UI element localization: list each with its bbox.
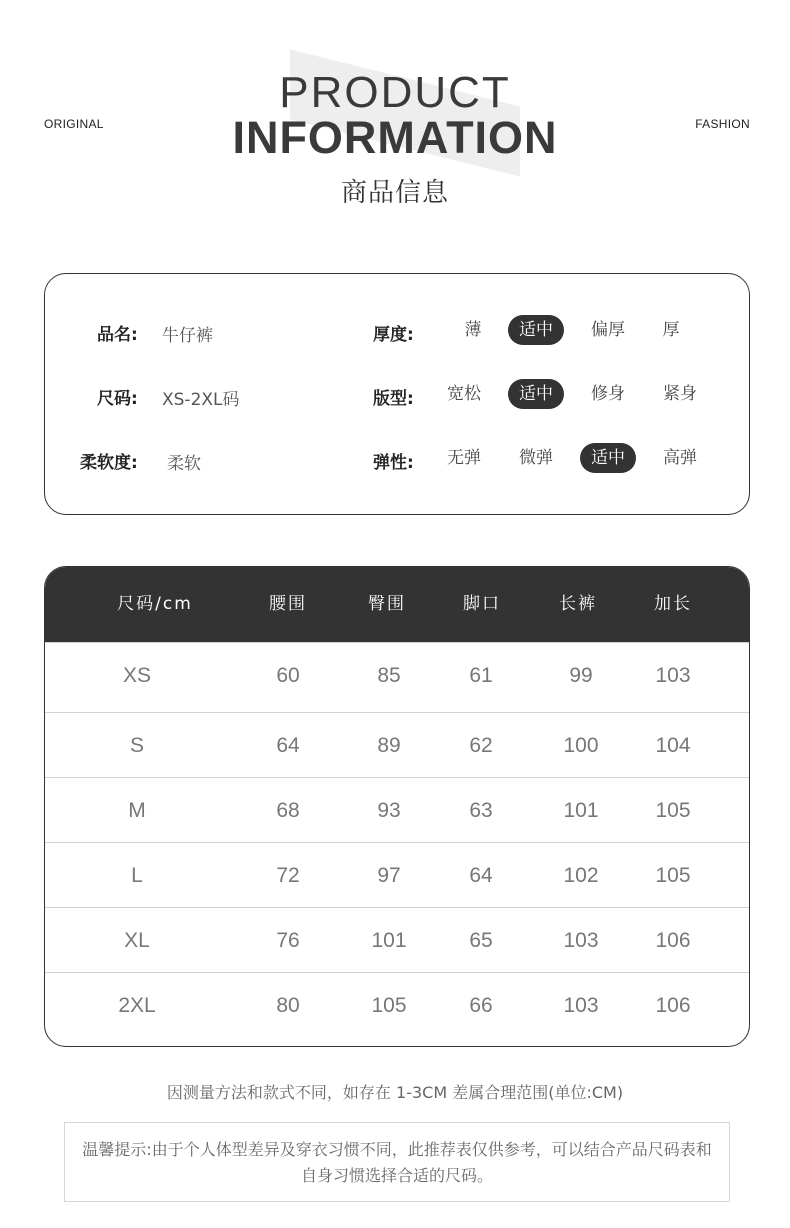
table-header: [45, 567, 749, 642]
elasticity-option: 无弹: [447, 448, 481, 468]
cell-long-length: 106: [655, 929, 691, 952]
cell-long-length: 103: [655, 664, 691, 687]
cell-size: XS: [122, 664, 151, 687]
cell-hem: 62: [469, 734, 493, 757]
name-label: 品名:: [97, 325, 138, 345]
cell-long-length: 105: [655, 864, 691, 887]
header-length: 长裤: [559, 594, 597, 614]
title-information: INFORMATION: [232, 112, 558, 163]
fit-option-selected: 适中: [508, 379, 564, 409]
elasticity-label: 弹性:: [373, 453, 414, 473]
softness-value: 柔软: [167, 454, 201, 474]
cell-length: 101: [563, 799, 599, 822]
thickness-option: 偏厚: [591, 320, 625, 340]
table-row: [45, 777, 749, 842]
tip-text: 温馨提示:由于个人体型差异及穿衣习惯不同，此推荐表仅供参考，可以结合产品尺码表和自身习惯选择合适的尺码。: [82, 1140, 712, 1185]
thickness-option-selected: 适中: [508, 315, 564, 345]
header-size: 尺码/cm: [117, 594, 193, 614]
cell-hip: 89: [377, 734, 401, 757]
header-hem: 脚口: [463, 594, 501, 614]
cell-size: L: [131, 864, 143, 887]
table-row: [45, 907, 749, 972]
cell-hip: 105: [371, 994, 407, 1017]
cell-size: 2XL: [118, 994, 156, 1017]
thickness-label: 厚度:: [373, 325, 414, 345]
cell-length: 100: [563, 734, 599, 757]
cell-length: 99: [569, 664, 593, 687]
measurement-note: 因测量方法和款式不同，如存在 1-3CM 差属合理范围(单位:CM): [166, 1083, 624, 1102]
softness-label: 柔软度:: [80, 453, 138, 473]
cell-hip: 85: [377, 664, 401, 687]
cell-waist: 72: [276, 864, 300, 887]
elasticity-option: 高弹: [663, 448, 697, 468]
cell-long-length: 105: [655, 799, 691, 822]
elasticity-option-selected: 适中: [580, 443, 636, 473]
size-table: [44, 566, 750, 1047]
cell-hem: 65: [469, 929, 493, 952]
cell-hip: 97: [377, 864, 401, 887]
cell-waist: 68: [276, 799, 300, 822]
title-product: PRODUCT: [279, 68, 511, 117]
thickness-option: 厚: [662, 320, 680, 340]
elasticity-option: 微弹: [519, 448, 553, 468]
header-long-length: 加长: [654, 594, 692, 614]
size-value: XS-2XL码: [162, 390, 240, 410]
table-row: [45, 972, 749, 1037]
fit-option: 宽松: [447, 384, 481, 404]
cell-length: 103: [563, 929, 599, 952]
size-label: 尺码:: [97, 389, 138, 409]
cell-size: XL: [124, 929, 150, 952]
tip-box: [64, 1122, 730, 1202]
table-row: [45, 712, 749, 777]
header-waist: 腰围: [269, 594, 307, 614]
cell-hip: 93: [377, 799, 401, 822]
thickness-option: 薄: [464, 320, 482, 340]
table-row: [45, 842, 749, 907]
header-right-label: FASHION: [695, 117, 750, 131]
cell-hem: 63: [469, 799, 493, 822]
fit-label: 版型:: [373, 389, 414, 409]
cell-length: 102: [563, 864, 599, 887]
cell-long-length: 106: [655, 994, 691, 1017]
table-row: [45, 642, 749, 707]
header-hip: 臀围: [368, 594, 406, 614]
fit-option: 修身: [591, 384, 625, 404]
cell-waist: 64: [276, 734, 300, 757]
product-info-card: [44, 273, 750, 515]
cell-hip: 101: [371, 929, 407, 952]
cell-size: M: [128, 799, 146, 822]
header-left-label: ORIGINAL: [44, 117, 104, 131]
cell-long-length: 104: [655, 734, 691, 757]
name-value: 牛仔裤: [162, 326, 213, 346]
cell-length: 103: [563, 994, 599, 1017]
cell-size: S: [129, 734, 144, 757]
cell-waist: 76: [276, 929, 300, 952]
title-chinese: 商品信息: [340, 178, 449, 208]
cell-hem: 66: [469, 994, 493, 1017]
cell-waist: 60: [276, 664, 300, 687]
fit-option: 紧身: [663, 384, 697, 404]
cell-hem: 64: [469, 864, 493, 887]
cell-waist: 80: [276, 994, 300, 1017]
cell-hem: 61: [469, 664, 493, 687]
